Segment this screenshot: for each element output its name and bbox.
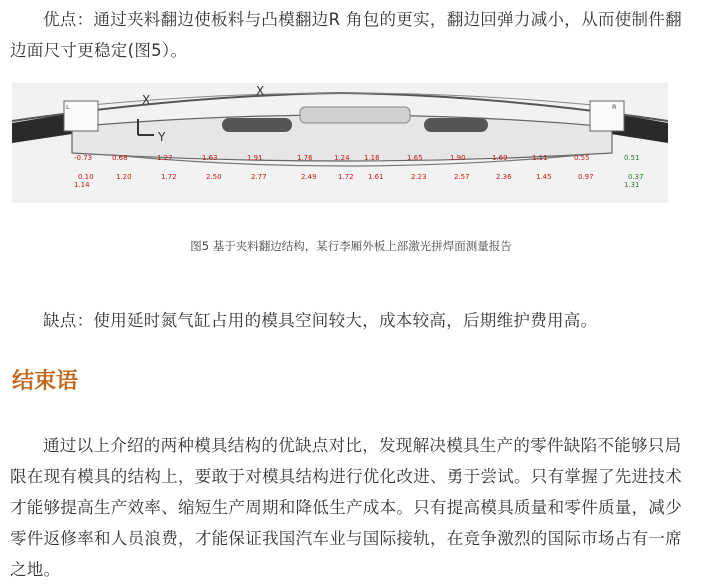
measure-top-8: 1.65 (407, 154, 423, 162)
measure-top-9: 1.90 (450, 154, 466, 162)
axis-y-label: Y (158, 130, 166, 144)
measure-top-2: 1.27 (157, 154, 173, 162)
measure-bottom-13: 0.37 (628, 173, 644, 181)
measure-bottom-7: 1.61 (368, 173, 384, 181)
measure-bottom-4: 2.77 (251, 173, 267, 181)
measure-top-10: 1.69 (492, 154, 508, 162)
measure-bottom-1: 1.20 (116, 173, 132, 181)
conclusion-paragraph: 通过以上介绍的两种模具结构的优缺点对比，发现解决模具生产的零件缺陷不能够只局限在现有模具的结构上，要敢于对模具结构进行优化改进、勇于尝试。只有掌握了先进技术才能够提高生产效率、缩短生产周期和降低生产成本。只有提高模具质量和零件质量，减少零件返修率和人员浪费，才能保证我国汽车业与国际接轨，在竞争激烈的国际市场占有一席之地。 (10, 436, 682, 579)
measure-top-7: 1.16 (364, 154, 380, 162)
measure-top-1: 0.68 (112, 154, 128, 162)
measure-bottom-3: 2.50 (206, 173, 222, 181)
measure-top-6: 1.24 (334, 154, 350, 162)
measure-bottom-9: 2.57 (454, 173, 470, 181)
measure-extra-left: 1.14 (74, 181, 90, 189)
measure-bottom-12: 0.97 (578, 173, 594, 181)
measure-top-12: 0.55 (574, 154, 590, 162)
measure-bottom-8: 2.23 (411, 173, 427, 181)
measure-bottom-0: 0.10 (78, 173, 94, 181)
measure-bottom-5: 2.49 (301, 173, 317, 181)
measure-top-0: -0.73 (74, 154, 93, 162)
measure-extra-right: 1.31 (624, 181, 640, 189)
measure-bottom-2: 1.72 (161, 173, 177, 181)
measure-top-3: 1.63 (202, 154, 218, 162)
section-heading: 结束语 (12, 369, 79, 394)
measure-top-11: 1.11 (532, 154, 548, 162)
measurement-diagram (12, 83, 668, 203)
advantage-paragraph: 优点：通过夹料翻边使板料与凸模翻边R 角包的更实，翻边回弹力减小，从而使制件翻边面尺寸更稳定(图5）。 (10, 10, 682, 60)
right-box-label: R (612, 103, 617, 111)
cutout-2 (424, 118, 488, 132)
measure-bottom-11: 1.45 (536, 173, 552, 181)
right-info-box (590, 101, 624, 131)
measure-bottom-6: 1.72 (338, 173, 354, 181)
axis-x-label: X (142, 93, 151, 107)
bottom-measurements (78, 173, 644, 181)
cutout-plate (300, 107, 410, 123)
measure-top-13: 0.51 (624, 154, 640, 162)
disadvantage-paragraph: 缺点：使用延时氮气缸占用的模具空间较大，成本较高，后期维护费用高。 (43, 311, 598, 330)
figure-caption: 图5 基于夹料翻边结构，某行李厢外板上部激光拼焊面测量报告 (190, 239, 512, 253)
left-box-label: L (66, 103, 70, 111)
measurement-figure (12, 83, 668, 203)
measure-bottom-10: 2.36 (496, 173, 512, 181)
measure-top-5: 1.76 (297, 154, 313, 162)
cutout-1 (222, 118, 292, 132)
axis-x-top-label: X (256, 84, 265, 98)
measure-top-4: 1.91 (247, 154, 263, 162)
